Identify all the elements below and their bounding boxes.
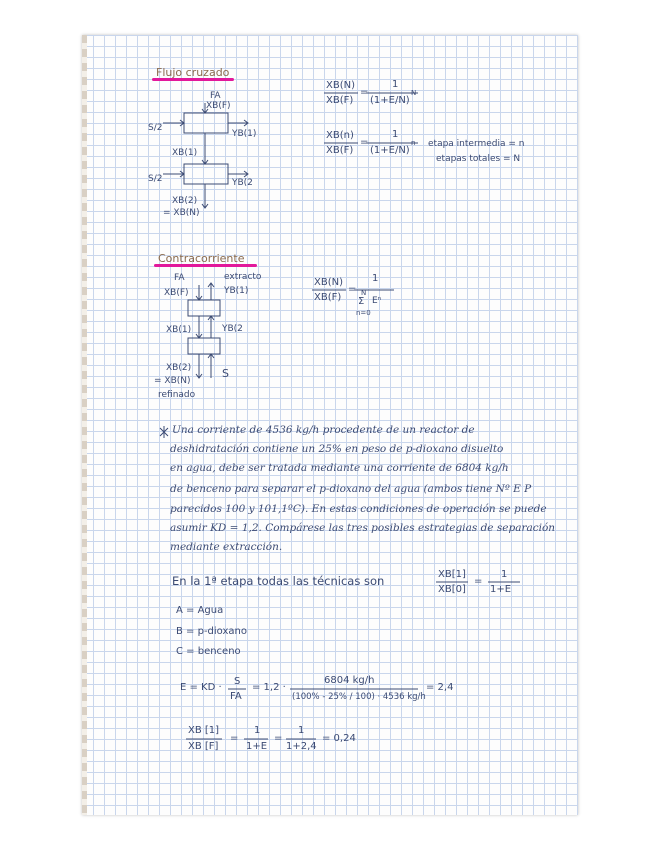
- solution-intro-rhs-den: 1+E: [490, 584, 512, 595]
- eq1-num: XB(N): [326, 80, 355, 91]
- cc-label-refinado: refinado: [158, 390, 196, 400]
- label-yb2: YB(2: [232, 178, 253, 188]
- cc-stage-2-box: [188, 338, 220, 354]
- cc-eq-sum-sym: Σ: [358, 296, 365, 307]
- problem-line-6: asumir KD = 1,2. Compárese las tres posibles estrategias de separación: [170, 522, 556, 534]
- cc-label-yb2: YB(2: [222, 324, 243, 334]
- problem-line-3: en agua, debe ser tratada mediante una corriente de 6804 kg/h: [170, 462, 509, 474]
- cc-eq-term: Eⁿ: [372, 296, 382, 306]
- e-mid: = 1,2 ·: [252, 682, 286, 693]
- x-f2-den: 1+2,4: [286, 741, 317, 752]
- problem-line-5: parecidos 100 y 101,1ºC). En estas condiciones de operación se puede: [170, 503, 547, 515]
- cc-label-xbn: = XB(N): [154, 376, 191, 386]
- def-a: A = Agua: [176, 605, 224, 616]
- e-num: 6804 kg/h: [324, 675, 375, 686]
- cc-label-xb2: XB(2): [166, 363, 192, 373]
- label-s2b: S/2: [148, 174, 163, 184]
- x-num: XB [1]: [188, 725, 220, 736]
- x-f1-num: 1: [254, 725, 261, 736]
- def-c: C = benceno: [176, 646, 241, 657]
- e-result: = 2,4: [426, 682, 454, 693]
- cc-eq-rhs-num: 1: [372, 273, 379, 284]
- solution-intro-num: XB[1]: [438, 569, 466, 580]
- eq1-den: XB(F): [326, 95, 354, 106]
- section-title-cross-flow: Flujo cruzado: [156, 66, 230, 79]
- eq1-rhs-den: (1+E/N): [370, 95, 410, 106]
- e-frac-num: S: [234, 676, 241, 687]
- x-f1-den: 1+E: [246, 741, 268, 752]
- label-xb1: XB(1): [172, 148, 198, 158]
- eq2-rhs-den: (1+E/N): [370, 145, 410, 156]
- eq1-exp: N: [411, 89, 417, 97]
- eq2-note-intermediate: etapa intermedia = n: [428, 139, 525, 149]
- cc-label-extracto: extracto: [224, 272, 262, 282]
- section-title-counter-current: Contracorriente: [158, 252, 245, 265]
- eq1-rhs-num: 1: [392, 79, 399, 90]
- cc-eq-sum-top: N: [361, 289, 367, 297]
- eq2-num: XB(n): [326, 130, 354, 141]
- label-xbf: XB(F): [206, 101, 231, 111]
- eq2-den: XB(F): [326, 145, 354, 156]
- problem-line-1: Una corriente de 4536 kg/h procedente de un reactor de: [172, 424, 475, 436]
- solution-intro: En la 1ª etapa todas las técnicas son: [172, 574, 385, 588]
- stage-2-box: [184, 164, 228, 184]
- eq2-exp: n: [411, 139, 416, 147]
- cc-eq-num: XB(N): [314, 277, 343, 288]
- label-yb1: YB(1): [232, 129, 257, 139]
- x-result: = 0,24: [322, 733, 356, 744]
- label-xb2: XB(2): [172, 196, 198, 206]
- label-xbn: = XB(N): [163, 208, 200, 218]
- e-left: E = KD ·: [180, 682, 222, 693]
- cc-label-yb1: YB(1): [224, 286, 249, 296]
- x-f2-num: 1: [298, 725, 305, 736]
- x-den: XB [F]: [188, 741, 219, 752]
- def-b: B = p-dioxano: [176, 626, 247, 637]
- label-fa: FA: [210, 91, 221, 101]
- cc-label-xbf: XB(F): [164, 288, 189, 298]
- problem-line-4: de benceno para separar el p-dioxano del agua (ambos tiene Nº E P: [170, 483, 532, 495]
- cc-label-xb1: XB(1): [166, 325, 192, 335]
- solution-intro-rhs-num: 1: [501, 569, 508, 580]
- cc-label-s: S: [222, 367, 229, 380]
- cc-eq-sum-bot: n=0: [356, 309, 371, 317]
- eq2-rhs-num: 1: [392, 129, 399, 140]
- stage-1-box: [184, 113, 228, 133]
- e-den: (100% - 25% / 100) · 4536 kg/h: [292, 692, 426, 702]
- solution-intro-den: XB[0]: [438, 584, 466, 595]
- label-s2a: S/2: [148, 123, 163, 133]
- cc-stage-1-box: [188, 300, 220, 316]
- problem-line-7: mediante extracción.: [170, 541, 283, 553]
- cc-eq-den: XB(F): [314, 292, 342, 303]
- e-frac-den: FA: [230, 691, 242, 702]
- eq2-note-total: etapas totales = N: [436, 154, 521, 164]
- problem-line-2: deshidratación contiene un 25% en peso de p-dioxano disuelto: [170, 443, 504, 455]
- cc-label-fa: FA: [174, 273, 185, 283]
